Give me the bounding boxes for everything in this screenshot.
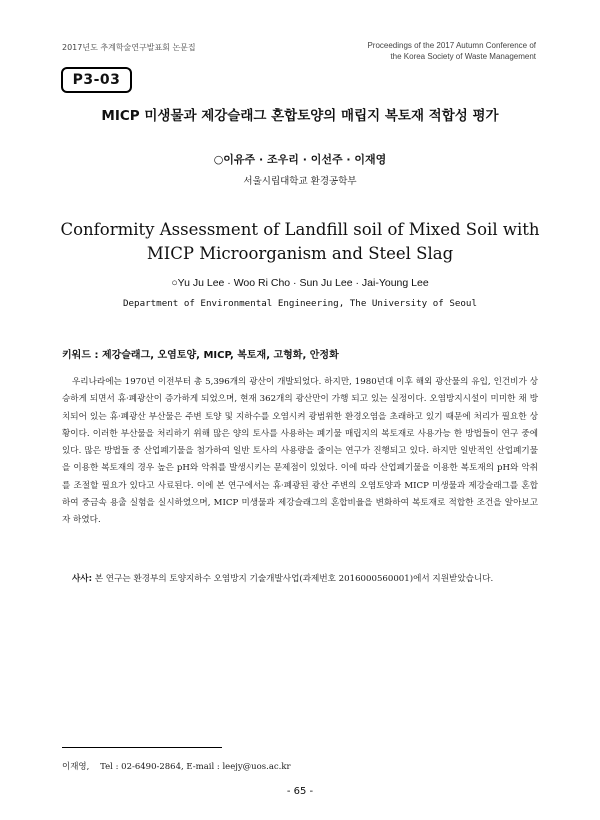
running-header-right [367, 40, 536, 62]
footnote-divider [62, 747, 222, 748]
running-header-right-line2: the Korea Society of Waste Management [390, 52, 536, 61]
paper-code-badge: P3-03 [61, 67, 132, 93]
keywords: 키워드 : 제강슬래그, 오염토양, MICP, 복토재, 고형화, 안정화 [62, 350, 339, 361]
footnote-contact: 이재영, Tel : 02-6490-2864, E-mail : leejy@uos.ac.kr [62, 762, 291, 772]
running-header-right-line1: Proceedings of the 2017 Autumn Conference of [367, 41, 536, 50]
acknowledgement-text: 본 연구는 환경부의 토양지하수 오염방지 기술개발사업(과제번호 2016000560001)에서 지원받았습니다. [92, 574, 494, 584]
affiliation-korean: 서울시립대학교 환경공학부 [243, 176, 357, 187]
authors-korean: ○이유주 · 조우리 · 이선주 · 이재영 [213, 153, 387, 166]
authors-english: ○Yu Ju Lee · Woo Ri Cho · Sun Ju Lee · Jai-Young Lee [171, 277, 429, 289]
abstract-body: 우리나라에는 1970년 이전부터 총 5,396개의 광산이 개발되었다. 하지만, 1980년대 이후 해외 광산물의 유입, 인건비가 상승하게 되면서 휴·폐광산이 증가하게 되었으며, 현재 362개의 광산만이 가행 되고 있는 실정이다. 오염방지시설이 미미한 채 방치되어 있는 휴·폐광산 부산물은 주변 토양 및 지하수를 오염시켜 광범위한 환경오염을 초래하고 있기 때문에 처리가 필요한 상황이다. 이러한 부산물을 처리하기 위해 많은 양의 토사를 사용하는 폐기물 매립지의 복토재로 사용가능 한 방법들이 연구 중에 있다. 많은 방법들 중 산업폐기물을 첨가하여 일반 토사의 사용량을 줄이는 연구가 진행되고 있다. 하지만 일반적인 산업폐기물을 이용한 복토재의 경우 높은 pH와 악취를 발생시키는 문제점이 있었다. 이에 따라 산업폐기물을 이용한 복토재의 pH와 악취를 조절할 필요가 있다고 사료된다. 이에 본 연구에서는 휴·폐광된 광산 주변의 오염토양과 MICP 미생물과 제강슬래그를 혼합하여 중금속 용출 실험을 실시하였으며, MICP 미생물과 제강슬래그의 혼합비율을 변화하여 복토재로 적합한 조건을 알아보고자 하였다. [62, 377, 538, 526]
affiliation-english: Department of Environmental Engineering, The University of Seoul [122, 298, 477, 309]
running-header-left: 2017년도 추계학술연구발표회 논문집 [62, 43, 196, 52]
title-english-line2: MICP Microorganism and Steel Slag [146, 244, 454, 263]
title-english [0, 218, 600, 266]
page-number: - 65 - [286, 786, 314, 797]
acknowledgement [72, 572, 542, 584]
acknowledgement-label: 사사: [72, 574, 93, 584]
title-korean: MICP 미생물과 제강슬래그 혼합토양의 매립지 복토재 적합성 평가 [101, 108, 499, 124]
title-english-line1: Conformity Assessment of Landfill soil of Mixed Soil with [60, 220, 540, 239]
